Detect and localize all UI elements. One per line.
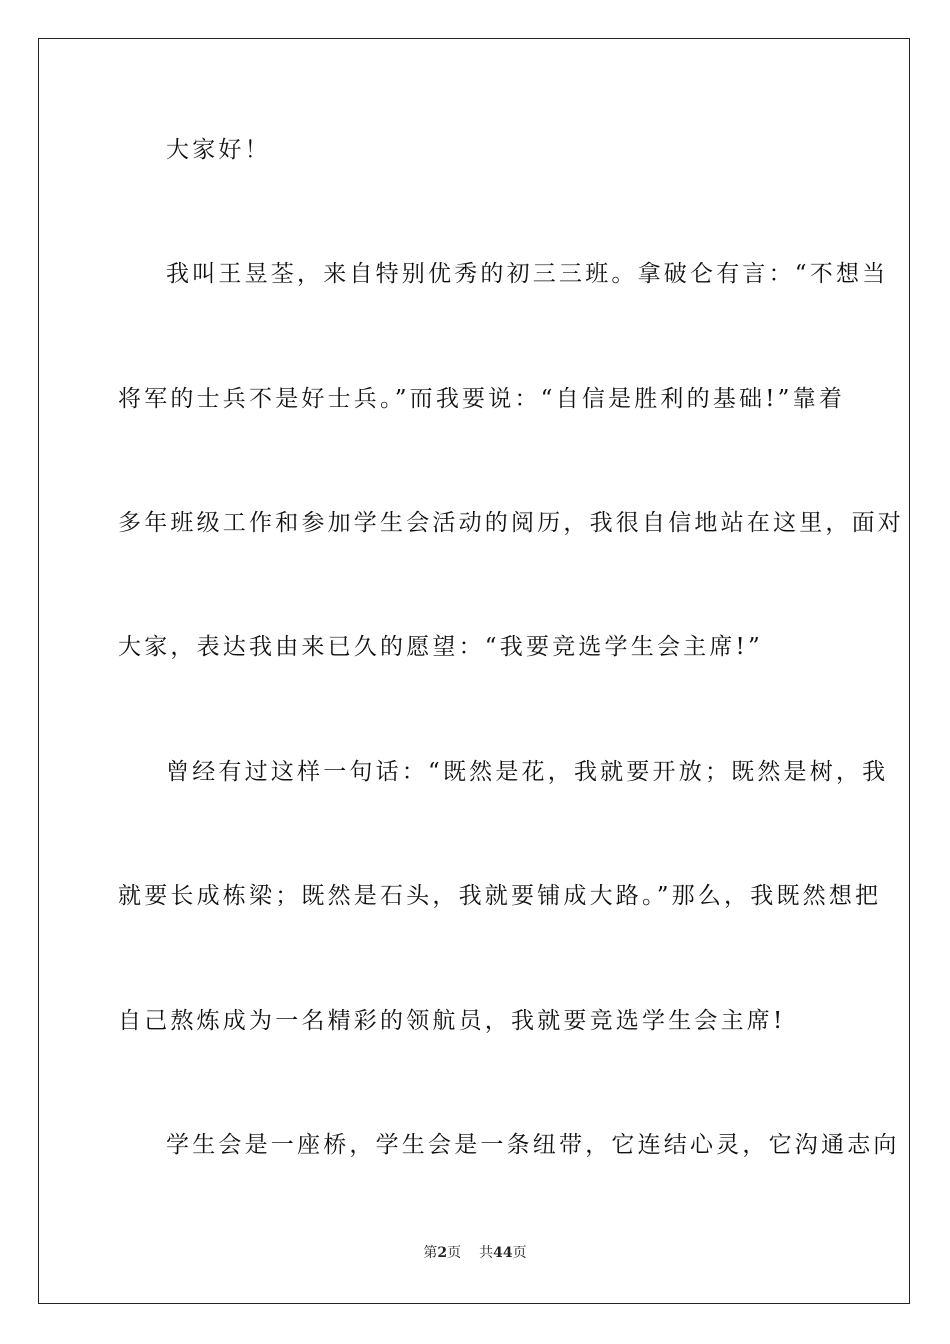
total-suffix: 页 [512,1245,527,1261]
paragraph-line: 多年班级工作和参加学生会活动的阅历，我很自信地站在这里，面对 [118,510,904,536]
paragraph-line: 大家，表达我由来已久的愿望：“我要竞选学生会主席!” [118,634,763,660]
total-pages: 44 [493,1245,513,1261]
page-number: 2 [437,1245,448,1261]
page-suffix: 页 [447,1245,462,1261]
page-prefix: 第 [423,1245,438,1261]
greeting-line: 大家好！ [166,137,271,163]
page-border [38,38,910,1304]
paragraph-line: 曾经有过这样一句话：“既然是花，我就要开放；既然是树，我 [166,759,889,785]
paragraph-line: 就要长成栋梁；既然是石头，我就要铺成大路。”那么，我既然想把 [118,883,882,909]
paragraph-line: 将军的士兵不是好士兵。”而我要说：“自信是胜利的基础!”靠着 [118,386,846,412]
page-footer [0,1244,950,1262]
paragraph-line: 学生会是一座桥，学生会是一条纽带，它连结心灵，它沟通志向 [166,1132,900,1158]
paragraph-line: 自己熬炼成为一名精彩的领航员，我就要竞选学生会主席! [118,1008,786,1034]
total-prefix: 共 [479,1245,494,1261]
paragraph-line: 我叫王昱荃，来自特别优秀的初三三班。拿破仑有言：“不想当 [166,261,889,287]
